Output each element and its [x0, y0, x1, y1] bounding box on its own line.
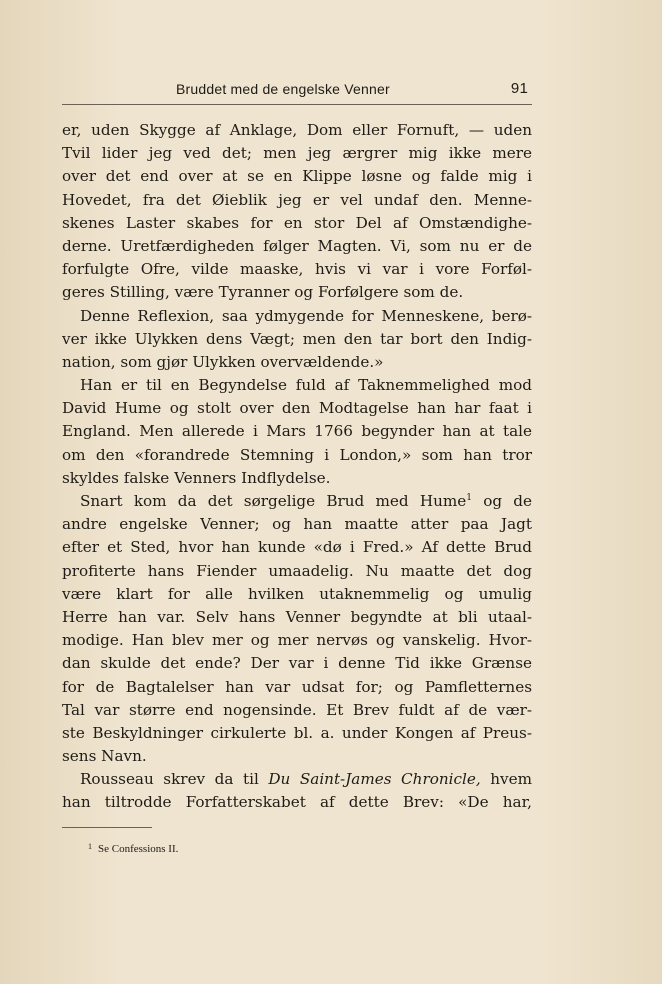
- line-text: skenes Laster skabes for en stor Del af Omstændighe-: [62, 213, 532, 232]
- text-line: [62, 791, 532, 814]
- text-line: [62, 745, 532, 768]
- footnote-mark: 1: [88, 842, 92, 851]
- text-line: [62, 629, 532, 652]
- line-text: skyldes falske Venners Indflydelse.: [62, 468, 331, 487]
- text-line: [62, 583, 532, 606]
- line-text: han tiltrodde Forfatterskabet af dette Brev: «De har,: [62, 793, 532, 812]
- line-text: sens Navn.: [62, 747, 147, 766]
- line-text: andre engelske Venner; og han maatte atter paa Jagt: [62, 515, 532, 534]
- text-line: [62, 490, 532, 513]
- running-title: Bruddet med de engelske Venner: [176, 81, 390, 97]
- text-line: [62, 235, 532, 258]
- text-line: [62, 351, 532, 374]
- line-text: er, uden Skygge af Anklage, Dom eller Fornuft, — uden: [62, 121, 532, 139]
- line-text: være klart for alle hvilken utaknemmelig og umulig: [62, 584, 532, 603]
- body-text: [62, 119, 532, 815]
- line-text: forfulgte Ofre, vilde maaske, hvis vi var i vore Forføl-: [62, 260, 532, 279]
- line-text: derne. Uretfærdigheden følger Magten. Vi, som nu er de: [62, 236, 532, 255]
- line-text: efter et Sted, hvor han kunde «dø i Fred.» Af dette Brud: [62, 538, 532, 557]
- line-text: Denne Reflexion, saa ydmygende for Menneskene, berø-: [80, 306, 532, 325]
- text-line: [62, 119, 532, 142]
- line-text: Tvil lider jeg ved det; men jeg ærgrer mig ikke mere: [62, 144, 532, 163]
- text-line: [62, 513, 532, 536]
- text-line: [62, 328, 532, 351]
- line-text: Herre han var. Selv hans Venner begyndte at bli utaal-: [62, 607, 532, 626]
- line-text: David Hume og stolt over den Modtagelse han har faat i: [62, 399, 532, 418]
- line-text: ver ikke Ulykken dens Vægt; men den tar bort den Indig-: [62, 329, 532, 348]
- text-line: [62, 189, 532, 212]
- text-line: [62, 467, 532, 490]
- line-text: nation, som gjør Ulykken overvældende.»: [62, 352, 384, 371]
- running-head: [62, 78, 532, 105]
- text-line: [62, 258, 532, 281]
- text-line: [62, 281, 532, 304]
- line-text: geres Stilling, være Tyranner og Forfølgere som de.: [62, 283, 464, 302]
- text-line: [62, 536, 532, 559]
- text-line: [62, 397, 532, 420]
- footnote-text: Se Confessions II.: [98, 843, 179, 855]
- text-line: [62, 374, 532, 397]
- line-text: Tal var større end nogensinde. Et Brev fuldt af de vær-: [62, 700, 532, 719]
- line-text: Hovedet, fra det Øieblik jeg er vel undaf den. Menne-: [62, 190, 532, 209]
- text-line: [62, 420, 532, 443]
- line-text: over det end over at se en Klippe løsne og falde mig i: [62, 167, 532, 186]
- line-text: Snart kom da det sørgelige Brud med Hume: [80, 492, 467, 510]
- footnote-rule: [62, 827, 152, 828]
- text-line: [62, 768, 532, 791]
- text-line: [62, 305, 532, 328]
- line-text: profiterte hans Fiender umaadelig. Nu maatte det dog: [62, 561, 532, 580]
- footnote-reference: 1: [466, 492, 472, 503]
- text-line: [62, 165, 532, 188]
- line-text: Han er til en Begyndelse fuld af Taknemmelighed mod: [80, 376, 532, 395]
- page-number: 91: [510, 80, 528, 97]
- line-text: for de Bagtalelser han var udsat for; og Pamfletternes: [62, 677, 532, 696]
- line-text-continued: hvem: [480, 770, 532, 789]
- italic-title: Du Saint-James Chronicle,: [268, 770, 481, 789]
- footnote: [88, 842, 178, 855]
- text-line: [62, 722, 532, 745]
- line-text-continued: og de: [471, 492, 532, 510]
- text-line: [62, 560, 532, 583]
- text-line: [62, 142, 532, 165]
- text-line: [62, 676, 532, 699]
- text-line: [62, 699, 532, 722]
- line-text: Rousseau skrev da til: [80, 770, 269, 789]
- text-line: [62, 212, 532, 235]
- text-line: [62, 444, 532, 467]
- line-text: ste Beskyldninger cirkulerte bl. a. under Kongen af Preus-: [62, 723, 532, 742]
- line-text: modige. Han blev mer og mer nervøs og vanskelig. Hvor-: [62, 631, 532, 650]
- line-text: dan skulde det ende? Der var i denne Tid ikke Grænse: [62, 654, 532, 673]
- line-text: England. Men allerede i Mars 1766 begynder han at tale: [62, 422, 532, 441]
- text-line: [62, 606, 532, 629]
- line-text: om den «forandrede Stemning i London,» som han tror: [62, 445, 532, 464]
- text-line: [62, 652, 532, 675]
